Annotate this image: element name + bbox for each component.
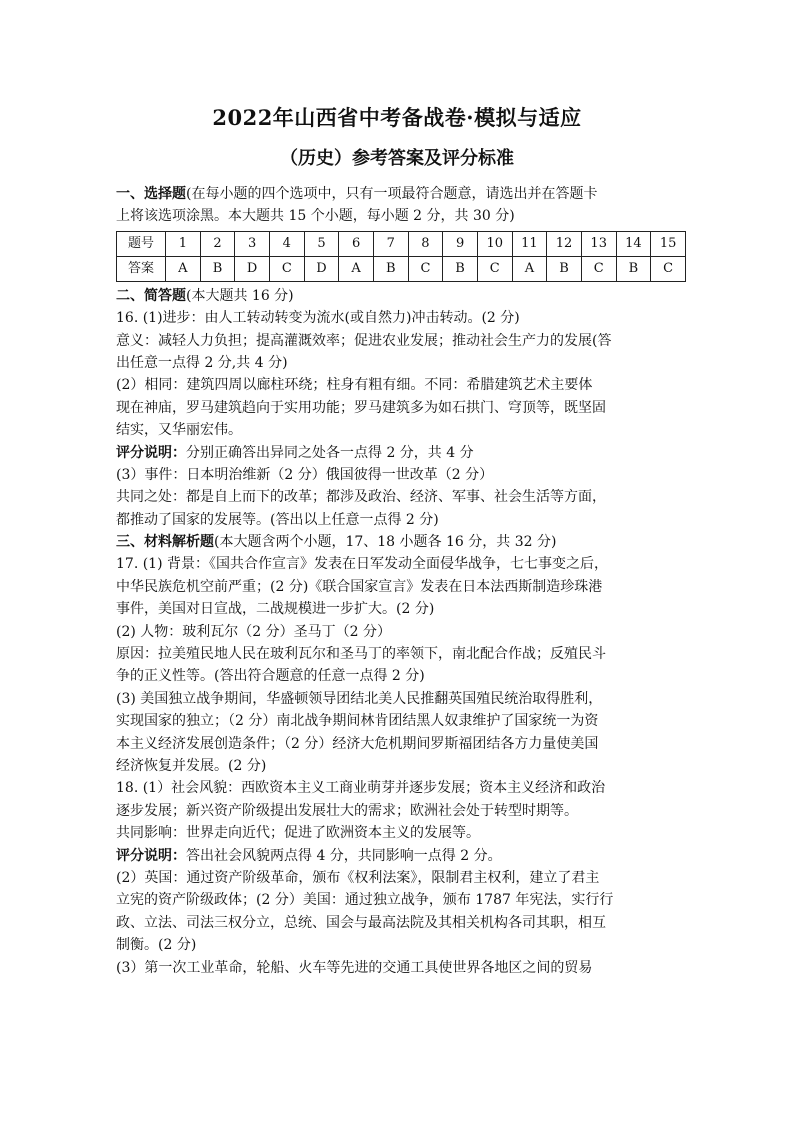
q16-line: 结实，又华丽宏伟。: [116, 422, 242, 439]
answer-cell: D: [304, 256, 339, 281]
answer-cell: A: [512, 256, 547, 281]
number-cell: 15: [651, 231, 686, 256]
section2-heading: 二、简答题: [116, 287, 186, 304]
q16-line: 现在神庙，罗马建筑趋向于实用功能；罗马建筑多为如石拱门、穹顶等，既坚固: [116, 399, 606, 416]
document-subtitle: （历史）参考答案及评分标准: [280, 148, 514, 169]
document-body: [116, 183, 686, 979]
q17-line: 经济恢复并发展。(2 分): [116, 757, 267, 774]
q17-line: 争的正义性等。(答出符合题意的任意一点得 2 分): [116, 668, 425, 685]
q17-line: 17. (1) 背景：《国共合作宣言》发表在日军发动全面侵华战争，七七事变之后，: [116, 556, 608, 573]
q17-line: 本主义经济发展创造条件；（2 分）经济大危机期间罗斯福团结各方力量使美国: [116, 735, 599, 752]
q18-line: 逐步发展；新兴资产阶级提出发展壮大的需求；欧洲社会处于转型时期等。: [116, 802, 578, 819]
number-cell: 8: [408, 231, 443, 256]
section3-text: (本大题含两个小题，17、18 小题各 16 分，共 32 分): [214, 534, 557, 551]
answer-cell: C: [408, 256, 443, 281]
answer-cell: A: [166, 256, 201, 281]
q18-line: 立宪的资产阶级政体；(2 分）美国：通过独立战争，颁布 1787 年宪法，实行行: [116, 892, 614, 909]
q17-line: 实现国家的独立；（2 分）南北战争期间林肯团结黑人奴隶维护了国家统一为资: [116, 713, 599, 730]
number-cell: 4: [269, 231, 304, 256]
table-row-numbers: [117, 231, 686, 256]
number-cell: 3: [235, 231, 270, 256]
row-label-number: 题号: [117, 231, 166, 256]
q18-scoring-note: [116, 845, 686, 867]
section1-line1: [116, 183, 686, 205]
section2-text: (本大题共 16 分): [186, 287, 294, 304]
section2-line: [116, 285, 686, 307]
document-title: 2022年山西省中考备战卷·模拟与适应: [212, 105, 582, 130]
answer-cell: B: [616, 256, 651, 281]
number-cell: 10: [477, 231, 512, 256]
answer-cell: A: [339, 256, 374, 281]
q16-line: 意义：减轻人力负担；提高灌溉效率；促进农业发展；推动社会生产力的发展(答: [116, 332, 612, 349]
section3-heading: 三、材料解析题: [116, 534, 214, 551]
number-cell: 14: [616, 231, 651, 256]
q16-line: (3）事件：日本明治维新（2 分）俄国彼得一世改革（2 分）: [116, 466, 494, 483]
number-cell: 6: [339, 231, 374, 256]
section1-text2: 上将该选项涂黑。本大题共 15 个小题，每小题 2 分，共 30 分): [116, 208, 515, 225]
row-label-answer: 答案: [117, 256, 166, 281]
number-cell: 13: [581, 231, 616, 256]
q18-line: (3）第一次工业革命，轮船、火车等先进的交通工具使世界各地区之间的贸易: [116, 959, 593, 976]
scoring-label: 评分说明：: [116, 847, 186, 864]
answer-table: [116, 231, 686, 282]
q16-scoring-note: [116, 442, 686, 464]
answer-cell: C: [477, 256, 512, 281]
q17-line: 原因：拉美殖民地人民在玻利瓦尔和圣马丁的率领下，南北配合作战；反殖民斗: [116, 646, 606, 663]
q17-line: 中华民族危机空前严重；(2 分)《联合国家宣言》发表在日本法西斯制造珍珠港: [116, 578, 603, 595]
number-cell: 12: [547, 231, 582, 256]
q16-line: (2）相同：建筑四周以廊柱环绕；柱身有粗有细。不同：希腊建筑艺术主要体: [116, 377, 593, 394]
number-cell: 2: [200, 231, 235, 256]
q17-line: (2) 人物：玻利瓦尔（2 分）圣马丁（2 分）: [116, 623, 391, 640]
answer-cell: B: [443, 256, 478, 281]
q16-line: 都推动了国家的发展等。(答出以上任意一点得 2 分): [116, 511, 439, 528]
q17-line: (3) 美国独立战争期间，华盛顿领导团结北美人民推翻英国殖民统治取得胜利，: [116, 690, 603, 707]
scoring-text: 答出社会风貌两点得 4 分，共同影响一点得 2 分。: [186, 847, 502, 864]
table-row-answers: [117, 256, 686, 281]
answer-cell: C: [269, 256, 304, 281]
section3-line: [116, 531, 686, 553]
q18-line: 制衡。(2 分): [116, 937, 197, 954]
answer-cell: D: [235, 256, 270, 281]
number-cell: 5: [304, 231, 339, 256]
q16-line: 出任意一点得 2 分,共 4 分): [116, 354, 288, 371]
section1-text1: (在每小题的四个选项中，只有一项最符合题意，请选出并在答题卡: [186, 186, 598, 202]
q18-line: 18. (1）社会风貌：西欧资本主义工商业萌芽并逐步发展；资本主义经济和政治: [116, 780, 606, 797]
number-cell: 7: [373, 231, 408, 256]
answer-cell: B: [547, 256, 582, 281]
q18-line: 政、立法、司法三权分立，总统、国会与最高法院及其相关机构各司其职，相互: [116, 914, 606, 931]
number-cell: 1: [166, 231, 201, 256]
q16-line: 共同之处：都是自上而下的改革；都涉及政治、经济、军事、社会生活等方面，: [116, 489, 606, 506]
q16-line: 16. (1)进步：由人工转动转变为流水(或自然力)冲击转动。(2 分): [116, 310, 520, 327]
q17-line: 事件，美国对日宣战，二战规模进一步扩大。(2 分): [116, 601, 435, 618]
answer-cell: B: [200, 256, 235, 281]
q18-line: (2）英国：通过资产阶级革命，颁布《权利法案》，限制君主权利，建立了君主: [116, 869, 600, 886]
number-cell: 11: [512, 231, 547, 256]
answer-cell: C: [651, 256, 686, 281]
number-cell: 9: [443, 231, 478, 256]
answer-cell: B: [373, 256, 408, 281]
section1-heading: 一、选择题: [116, 186, 186, 202]
scoring-text: 分别正确答出异同之处各一点得 2 分，共 4 分: [186, 444, 474, 461]
scoring-label: 评分说明：: [116, 444, 186, 461]
q18-line: 共同影响：世界走向近代；促进了欧洲资本主义的发展等。: [116, 825, 480, 842]
answer-cell: C: [581, 256, 616, 281]
